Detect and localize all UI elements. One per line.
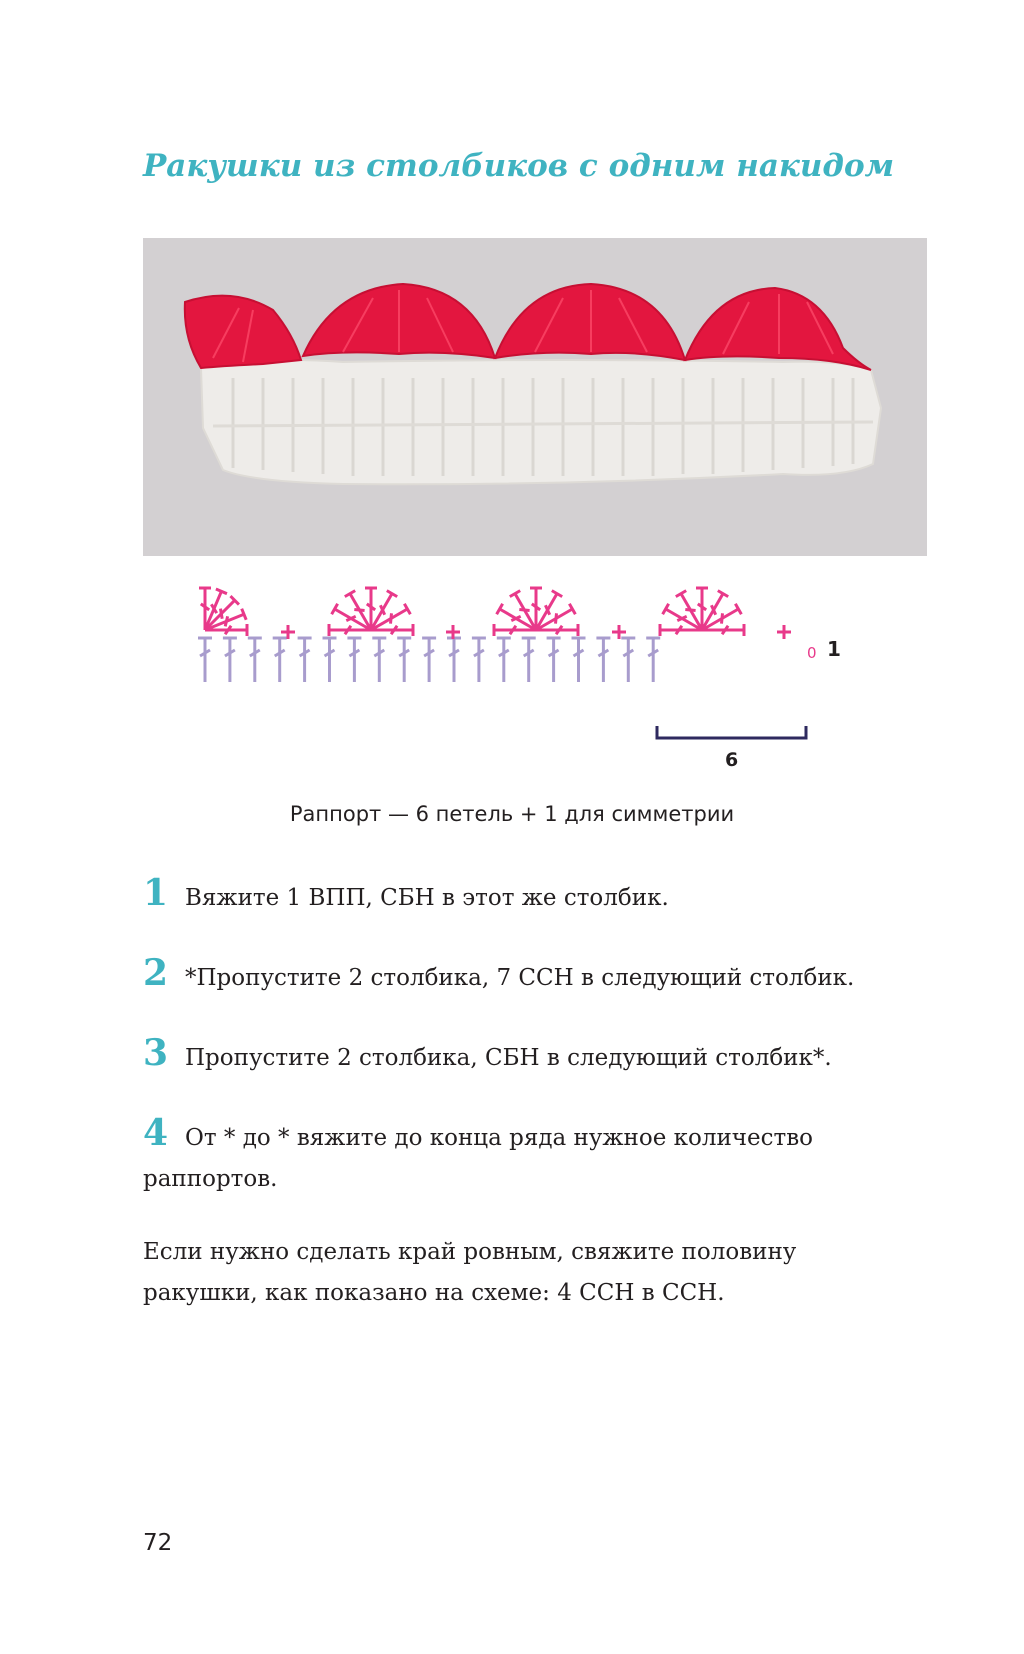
repeat-bracket [657,726,806,738]
base-stitch [447,638,461,682]
base-stitch [497,638,511,682]
base-stitch [248,638,262,682]
base-stitch [298,638,312,682]
base-stitch [522,638,536,682]
row-number: 1 [827,637,841,661]
base-stitch [547,638,561,682]
page-number: 72 [143,1530,173,1556]
repeat-count: 6 [725,749,739,771]
sc-stitch [777,625,791,639]
step-number: 3 [143,1032,169,1074]
base-stitch [323,638,337,682]
shell [494,588,578,636]
step-2 [143,952,903,999]
base-stitch [596,638,610,682]
step-4 [143,1112,903,1200]
crochet-sample-photo [143,238,927,556]
base-stitch [223,638,237,682]
step-text: Пропустите 2 столбика, СБН в следующий столбик*. [185,1045,832,1071]
step-3 [143,1032,903,1079]
base-stitch [621,638,635,682]
base-stitch [273,638,287,682]
crochet-chart [195,586,895,786]
shell [199,588,247,636]
shell-stitches [199,588,791,639]
chain-symbol: 0 [807,644,817,662]
base-stitch [372,638,386,682]
step-text: Вяжите 1 ВПП, СБН в этот же столбик. [185,885,669,911]
base-stitch [646,638,660,682]
base-stitch [422,638,436,682]
step-text: От * до * вяжите до конца ряда нужное количество раппортов. [143,1125,814,1192]
base-stitch [472,638,486,682]
step-text: *Пропустите 2 столбика, 7 ССН в следующий столбик. [185,965,855,991]
repeat-caption: Раппорт — 6 петель + 1 для симметрии [289,802,735,826]
step-number: 4 [143,1112,169,1154]
step-number: 2 [143,952,169,994]
base-stitch [198,638,212,682]
base-row-stitches [198,638,660,682]
step-number: 1 [143,872,169,914]
page-title: Ракушки из столбиков с одним накидом [143,148,895,184]
shell [329,588,413,636]
base-stitch [347,638,361,682]
base-stitch [397,638,411,682]
step-1 [143,872,903,919]
base-stitch [572,638,586,682]
shell [660,588,744,636]
note-paragraph: Если нужно сделать край ровным, свяжите половину ракушки, как показано на схеме: 4 ССН в ССН. [143,1239,797,1306]
